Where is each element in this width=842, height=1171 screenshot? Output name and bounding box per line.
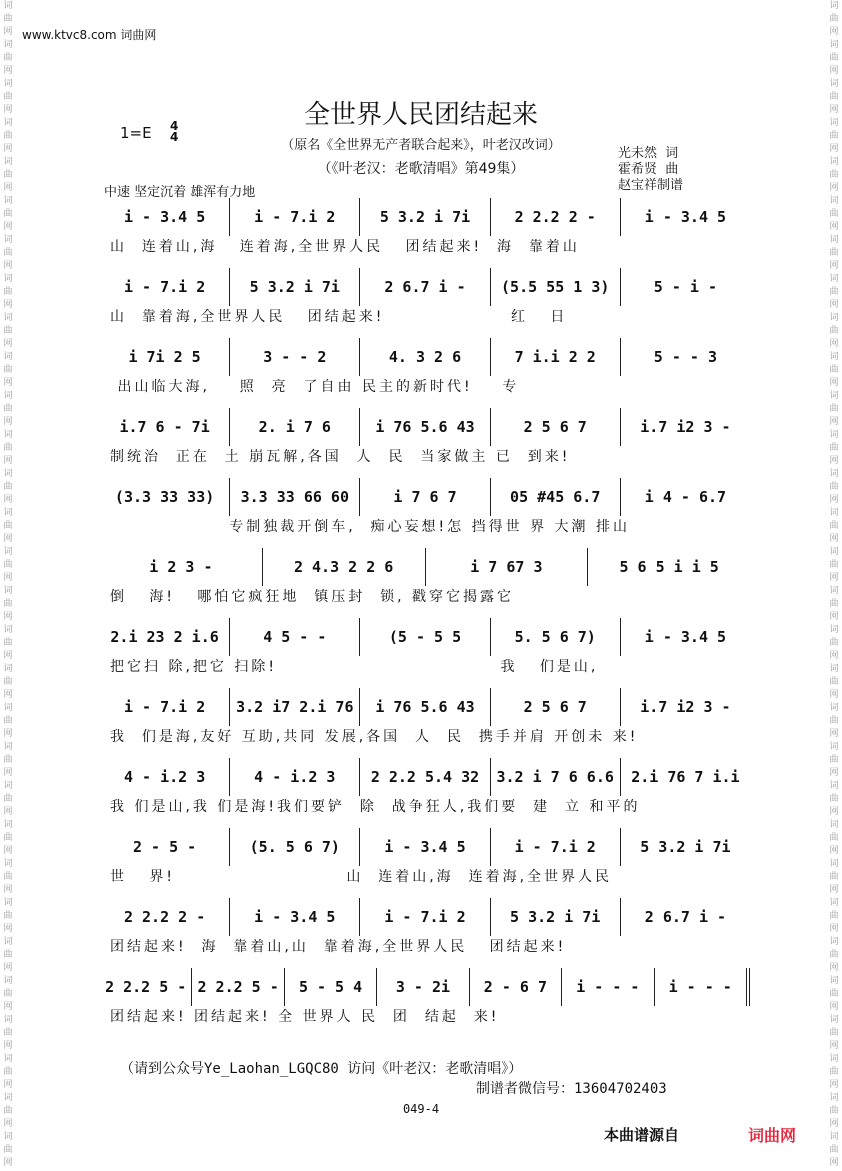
measure: 2.i 76 7 i.i (620, 758, 750, 796)
lyrics-line: 我 们是山,我 们是海!我们要铲 除 战争狂人,我们要 建 立 和平的 (110, 799, 641, 815)
measure: 5 3.2 i 7i (359, 198, 489, 236)
notes-line (100, 408, 750, 446)
score-system (100, 898, 750, 958)
measure: 5 - - 3 (620, 338, 750, 376)
side-watermark-right: 词曲网词曲网词曲网词曲网词曲网词曲网词曲网词曲网词曲网词曲网词曲网词曲网词曲网词曲网词曲网词曲网词曲网词曲网词曲网词曲网词曲网词曲网词曲网词曲网词曲网词曲网词曲网词曲网词曲网词曲网 (829, 1, 839, 1168)
site-header[interactable]: www.ktvc8.com 词曲网 (22, 28, 157, 42)
subtitle: （原名《全世界无产者联合起来》，叶老汉改词） (281, 138, 561, 153)
measure: 3.2 i 7 6 6.6 (490, 758, 620, 796)
notes-line (100, 548, 750, 586)
measure: i 76 5.6 43 (359, 408, 489, 446)
measure: 3 - - 2 (229, 338, 359, 376)
credits (618, 146, 683, 194)
measure: i - 7.i 2 (229, 198, 359, 236)
notes-line (100, 828, 750, 866)
measure: i - 3.4 5 (123, 208, 206, 226)
measure: 2 2.2 5 - (105, 978, 187, 996)
measure: i 76 5.6 43 (359, 688, 489, 726)
measure: i.7 i2 3 - (620, 688, 750, 726)
score-system (100, 618, 750, 678)
measure: 2 2.2 5 - (191, 968, 283, 1006)
measure: 4 - i.2 3 (123, 768, 206, 786)
score-system (100, 758, 750, 818)
source-brand-link[interactable]: 词曲网 (748, 1126, 797, 1145)
measure: i 2 3 - (149, 558, 213, 576)
lyrics-line: 把它扫 除,把它 扫除! 我 们是山, (110, 659, 599, 675)
score-system (100, 828, 750, 888)
score-system (100, 408, 750, 468)
notes-line (100, 898, 750, 936)
score-system (100, 268, 750, 328)
transcriber-wechat: 制谱者微信号：13604702403 (476, 1081, 667, 1097)
measure: 2 6.7 i - (620, 898, 750, 936)
song-title: 全世界人民团结起来 (303, 100, 538, 130)
measure: i - 7.i 2 (123, 278, 206, 296)
measure: (5. 5 6 7) (229, 828, 359, 866)
measure: i - 3.4 5 (359, 828, 489, 866)
credit-composer: 霍希贤 曲 (618, 162, 679, 177)
measure: i - - - (561, 968, 653, 1006)
score-system (100, 688, 750, 748)
measure: i - 7.i 2 (490, 828, 620, 866)
measure: 5 6 5 i i 5 (587, 548, 750, 586)
measure: 05 #45 6.7 (490, 478, 620, 516)
measure: 2 6.7 i - (359, 268, 489, 306)
measure: (5.5 55 1 3) (490, 268, 620, 306)
lyrics-line: 专制独裁开倒车, 痴心妄想!怎 挡得世 界 大潮 排山 (110, 519, 630, 535)
measure: 7 i.i 2 2 (490, 338, 620, 376)
measure: 3.2 i7 2.i 76 (229, 688, 359, 726)
credit-lyricist: 光未然 词 (618, 146, 679, 161)
measure: i - 7.i 2 (359, 898, 489, 936)
time-sig-bottom: 4 (170, 130, 179, 144)
measure: 5 3.2 i 7i (620, 828, 750, 866)
measure: 3.3 33 66 60 (229, 478, 359, 516)
footer-note: （请到公众号Ye_Laohan_LGQC80 访问《叶老汉：老歌清唱》） (120, 1061, 523, 1077)
time-sig-top: 4 (170, 119, 179, 133)
measure: i.7 i2 3 - (620, 408, 750, 446)
notes-line (100, 618, 750, 656)
score-system (100, 478, 750, 538)
measure: 5. 5 6 7) (490, 618, 620, 656)
tempo-marking: 中速 坚定沉着 雄浑有力地 (104, 185, 256, 200)
measure: i - 3.4 5 (229, 898, 359, 936)
page-number: 049-4 (402, 1102, 440, 1116)
score-system (100, 338, 750, 398)
measure: 2 2.2 2 - (490, 198, 620, 236)
lyrics-line: 团结起来! 团结起来! 全 世界人 民 团 结起 来! (110, 1009, 500, 1025)
measure: i - 3.4 5 (620, 618, 750, 656)
measure: i 7 67 3 (425, 548, 588, 586)
measure: 4 - i.2 3 (229, 758, 359, 796)
notes-line (100, 268, 750, 306)
measure: 2 - 5 - (132, 838, 197, 856)
notes-line (100, 198, 750, 236)
measure: 4 5 - - (229, 618, 359, 656)
measure: 5 - 5 4 (284, 968, 376, 1006)
measure: 5 3.2 i 7i (229, 268, 359, 306)
measure: 4. 3 2 6 (359, 338, 489, 376)
lyrics-line: 团结起来! 海 靠着山,山 靠着海,全世界人民 团结起来! (110, 939, 567, 955)
measure: (5 - 5 5 (359, 618, 489, 656)
measure: i - - - (654, 968, 750, 1006)
measure: 2 5 6 7 (490, 688, 620, 726)
score-system (100, 548, 750, 608)
measure: 5 - i - (620, 268, 750, 306)
notes-line (100, 968, 750, 1006)
measure: 2 - 6 7 (469, 968, 561, 1006)
measure: i 7i 2 5 (128, 348, 201, 366)
measure: 2 2.2 2 - (123, 908, 206, 926)
measure: 5 3.2 i 7i (490, 898, 620, 936)
lyrics-line: 倒 海! 哪怕它疯狂地 镇压封 锁, 戳穿它揭露它 (110, 589, 515, 605)
source-label: 本曲谱源自 (604, 1126, 680, 1144)
measure: i.7 6 - 7i (119, 418, 210, 436)
measure: 2 4.3 2 2 6 (262, 548, 425, 586)
series-label: （《叶老汉：老歌清唱》第49集） (317, 161, 525, 177)
lyrics-line: 山 靠着海,全世界人民 团结起来! 红 日 (110, 309, 568, 325)
key-signature: 1=E (120, 124, 152, 142)
lyrics-line: 出山临大海, 照 亮 了自由 民主的新时代! 专 (110, 379, 520, 395)
notes-line (100, 478, 750, 516)
measure: i - 7.i 2 (123, 698, 206, 716)
credit-transcriber: 赵宝祥制谱 (618, 178, 684, 193)
measure: i 4 - 6.7 (620, 478, 750, 516)
score-system (100, 198, 750, 258)
score-system (100, 968, 750, 1028)
measure: 3 - 2i (376, 968, 468, 1006)
measure: i - 3.4 5 (620, 198, 750, 236)
notes-line (100, 338, 750, 376)
measure: 2. i 7 6 (229, 408, 359, 446)
lyrics-line: 制统治 正在 土 崩瓦解,各国 人 民 当家做主 已 到来! (110, 449, 571, 465)
measure: 2.i 23 2 i.6 (110, 628, 219, 646)
measure: (3.3 33 33) (114, 488, 215, 506)
lyrics-line: 世 界! 山 连着山,海 连着海,全世界人民 (110, 869, 613, 885)
measure: 2 2.2 5.4 32 (359, 758, 489, 796)
notes-line (100, 758, 750, 796)
measure: 2 5 6 7 (490, 408, 620, 446)
lyrics-line: 山 连着山,海 连着海,全世界人民 团结起来! 海 靠着山 (110, 239, 580, 255)
lyrics-line: 我 们是海,友好 互助,共同 发展,各国 人 民 携手并肩 开创未 来! (110, 729, 639, 745)
side-watermark-left: 词曲网词曲网词曲网词曲网词曲网词曲网词曲网词曲网词曲网词曲网词曲网词曲网词曲网词曲网词曲网词曲网词曲网词曲网词曲网词曲网词曲网词曲网词曲网词曲网词曲网词曲网词曲网词曲网词曲网词曲网 (3, 1, 13, 1168)
measure: i 7 6 7 (359, 478, 489, 516)
notes-line (100, 688, 750, 726)
